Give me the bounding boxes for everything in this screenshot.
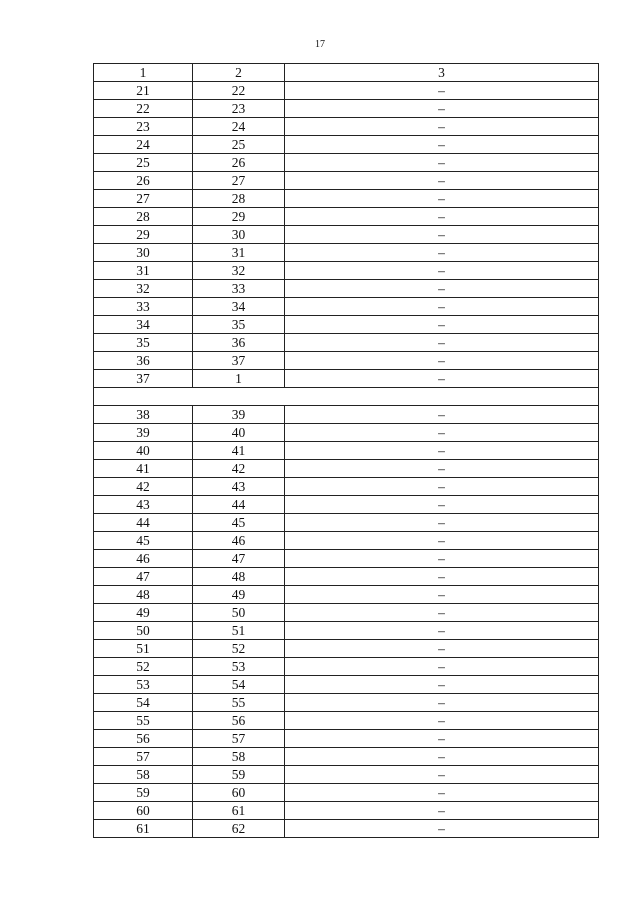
table-cell-col1: 57 bbox=[94, 748, 193, 766]
table-cell-col3: – bbox=[285, 622, 599, 640]
table-cell-col1: 49 bbox=[94, 604, 193, 622]
table-cell-col1: 44 bbox=[94, 514, 193, 532]
table-cell-col1: 21 bbox=[94, 82, 193, 100]
table-cell-col2: 37 bbox=[193, 352, 285, 370]
table-cell-col1: 54 bbox=[94, 694, 193, 712]
table-row bbox=[94, 586, 599, 604]
table-row bbox=[94, 622, 599, 640]
table-cell-col1: 46 bbox=[94, 550, 193, 568]
table-row bbox=[94, 478, 599, 496]
table-row bbox=[94, 802, 599, 820]
table-cell-col1: 45 bbox=[94, 532, 193, 550]
table-cell-col3: – bbox=[285, 658, 599, 676]
table-cell-col1: 26 bbox=[94, 172, 193, 190]
table-row bbox=[94, 82, 599, 100]
table-cell-col2: 27 bbox=[193, 172, 285, 190]
table-cell-col2: 43 bbox=[193, 478, 285, 496]
table-cell-col3: – bbox=[285, 334, 599, 352]
table-row bbox=[94, 604, 599, 622]
table-cell-col2: 53 bbox=[193, 658, 285, 676]
table-cell-col2: 59 bbox=[193, 766, 285, 784]
table-cell-col3: – bbox=[285, 100, 599, 118]
table-cell-col1: 33 bbox=[94, 298, 193, 316]
table-cell-col3: – bbox=[285, 604, 599, 622]
table-cell-col2: 62 bbox=[193, 820, 285, 838]
table-row bbox=[94, 514, 599, 532]
section-separator-cell bbox=[94, 388, 599, 406]
table-row bbox=[94, 748, 599, 766]
table-cell-col1: 38 bbox=[94, 406, 193, 424]
table-cell-col2: 32 bbox=[193, 262, 285, 280]
table-cell-col1: 28 bbox=[94, 208, 193, 226]
table-row bbox=[94, 568, 599, 586]
table-cell-col3: – bbox=[285, 406, 599, 424]
table-cell-col3: – bbox=[285, 820, 599, 838]
table-cell-col1: 31 bbox=[94, 262, 193, 280]
table-row bbox=[94, 136, 599, 154]
table-cell-col3: – bbox=[285, 784, 599, 802]
table-cell-col3: – bbox=[285, 154, 599, 172]
table-cell-col2: 34 bbox=[193, 298, 285, 316]
table-cell-col1: 27 bbox=[94, 190, 193, 208]
table-row bbox=[94, 352, 599, 370]
table-cell-col1: 51 bbox=[94, 640, 193, 658]
table-row bbox=[94, 190, 599, 208]
table-cell-col3: – bbox=[285, 730, 599, 748]
table-row bbox=[94, 460, 599, 478]
table-cell-col2: 49 bbox=[193, 586, 285, 604]
table-cell-col2: 22 bbox=[193, 82, 285, 100]
table-cell-col1: 58 bbox=[94, 766, 193, 784]
table-row bbox=[94, 442, 599, 460]
table-cell-col3: – bbox=[285, 208, 599, 226]
table-cell-col1: 53 bbox=[94, 676, 193, 694]
table-row bbox=[94, 694, 599, 712]
table-cell-col2: 26 bbox=[193, 154, 285, 172]
table-cell-col1: 55 bbox=[94, 712, 193, 730]
table-cell-col1: 56 bbox=[94, 730, 193, 748]
table-row bbox=[94, 244, 599, 262]
table-cell-col2: 46 bbox=[193, 532, 285, 550]
table-row bbox=[94, 658, 599, 676]
table-cell-col2: 56 bbox=[193, 712, 285, 730]
table-cell-col3: – bbox=[285, 226, 599, 244]
table-cell-col3: – bbox=[285, 478, 599, 496]
table-cell-col2: 40 bbox=[193, 424, 285, 442]
table-cell-col3: – bbox=[285, 370, 599, 388]
table-cell-col3: – bbox=[285, 118, 599, 136]
table-row bbox=[94, 172, 599, 190]
table-cell-col3: – bbox=[285, 262, 599, 280]
table-cell-col3: – bbox=[285, 280, 599, 298]
table-cell-col3: – bbox=[285, 190, 599, 208]
table-cell-col3: – bbox=[285, 766, 599, 784]
table-cell-col1: 30 bbox=[94, 244, 193, 262]
table-cell-col3: – bbox=[285, 748, 599, 766]
table-cell-col1: 42 bbox=[94, 478, 193, 496]
table-row bbox=[94, 676, 599, 694]
table-cell-col2: 52 bbox=[193, 640, 285, 658]
table-cell-col2: 44 bbox=[193, 496, 285, 514]
table-cell-col2: 47 bbox=[193, 550, 285, 568]
table-row bbox=[94, 316, 599, 334]
table-row bbox=[94, 298, 599, 316]
table-cell-col2: 39 bbox=[193, 406, 285, 424]
table-row bbox=[94, 766, 599, 784]
table-row bbox=[94, 118, 599, 136]
table-cell-col1: 48 bbox=[94, 586, 193, 604]
page-number: 17 bbox=[315, 39, 325, 50]
table-cell-col2: 28 bbox=[193, 190, 285, 208]
table-row bbox=[94, 406, 599, 424]
table-cell-col3: – bbox=[285, 352, 599, 370]
table-cell-col2: 61 bbox=[193, 802, 285, 820]
table-cell-col1: 25 bbox=[94, 154, 193, 172]
table-cell-col1: 22 bbox=[94, 100, 193, 118]
table-cell-col2: 60 bbox=[193, 784, 285, 802]
table-cell-col1: 41 bbox=[94, 460, 193, 478]
table-row bbox=[94, 496, 599, 514]
table-cell-col2: 36 bbox=[193, 334, 285, 352]
table-cell-col3: – bbox=[285, 694, 599, 712]
table-cell-col2: 51 bbox=[193, 622, 285, 640]
table-cell-col1: 47 bbox=[94, 568, 193, 586]
table-cell-col3: – bbox=[285, 712, 599, 730]
table-cell-col3: – bbox=[285, 460, 599, 478]
table-cell-col3: – bbox=[285, 568, 599, 586]
table-row bbox=[94, 640, 599, 658]
table-cell-col2: 58 bbox=[193, 748, 285, 766]
table-row bbox=[94, 370, 599, 388]
table-row bbox=[94, 208, 599, 226]
table-cell-col2: 30 bbox=[193, 226, 285, 244]
table-cell-col3: – bbox=[285, 550, 599, 568]
table-cell-col1: 60 bbox=[94, 802, 193, 820]
table-cell-col1: 39 bbox=[94, 424, 193, 442]
table-cell-col1: 24 bbox=[94, 136, 193, 154]
table-cell-col1: 36 bbox=[94, 352, 193, 370]
table-cell-col2: 54 bbox=[193, 676, 285, 694]
table-cell-col1: 34 bbox=[94, 316, 193, 334]
table-cell-col2: 41 bbox=[193, 442, 285, 460]
table-cell-col2: 24 bbox=[193, 118, 285, 136]
table-row bbox=[94, 226, 599, 244]
section-separator-row bbox=[94, 388, 599, 406]
table-cell-col2: 25 bbox=[193, 136, 285, 154]
table-cell-col3: – bbox=[285, 514, 599, 532]
table-cell-col1: 43 bbox=[94, 496, 193, 514]
table-cell-col2: 29 bbox=[193, 208, 285, 226]
table-cell-col1: 50 bbox=[94, 622, 193, 640]
table-row bbox=[94, 820, 599, 838]
table-row bbox=[94, 550, 599, 568]
table-row bbox=[94, 334, 599, 352]
table-cell-col2: 33 bbox=[193, 280, 285, 298]
table-row bbox=[94, 532, 599, 550]
table-cell-col1: 29 bbox=[94, 226, 193, 244]
table-row bbox=[94, 100, 599, 118]
table-cell-col3: – bbox=[285, 424, 599, 442]
table-cell-col1: 23 bbox=[94, 118, 193, 136]
table-cell-col3: – bbox=[285, 136, 599, 154]
table-cell-col3: – bbox=[285, 172, 599, 190]
table-cell-col2: 57 bbox=[193, 730, 285, 748]
table-row bbox=[94, 730, 599, 748]
table-cell-col2: 1 bbox=[193, 370, 285, 388]
table-cell-col3: – bbox=[285, 244, 599, 262]
table-cell-col1: 40 bbox=[94, 442, 193, 460]
table-cell-col2: 50 bbox=[193, 604, 285, 622]
table-cell-col2: 31 bbox=[193, 244, 285, 262]
table-cell-col3: – bbox=[285, 316, 599, 334]
table-cell-col1: 37 bbox=[94, 370, 193, 388]
table-cell-col3: – bbox=[285, 298, 599, 316]
table-cell-col1: 61 bbox=[94, 820, 193, 838]
table-cell-col3: – bbox=[285, 496, 599, 514]
table-cell-col3: – bbox=[285, 532, 599, 550]
table-cell-col3: – bbox=[285, 586, 599, 604]
column-header-1: 1 bbox=[94, 64, 193, 82]
table-row bbox=[94, 280, 599, 298]
table-cell-col3: – bbox=[285, 640, 599, 658]
table-cell-col1: 32 bbox=[94, 280, 193, 298]
table-cell-col1: 59 bbox=[94, 784, 193, 802]
table-cell-col2: 23 bbox=[193, 100, 285, 118]
table-cell-col2: 45 bbox=[193, 514, 285, 532]
table-row bbox=[94, 784, 599, 802]
table-cell-col1: 35 bbox=[94, 334, 193, 352]
table-row bbox=[94, 154, 599, 172]
table-cell-col1: 52 bbox=[94, 658, 193, 676]
table-cell-col3: – bbox=[285, 442, 599, 460]
table-row bbox=[94, 712, 599, 730]
table-cell-col2: 55 bbox=[193, 694, 285, 712]
table-cell-col3: – bbox=[285, 802, 599, 820]
column-header-3: 3 bbox=[285, 64, 599, 82]
table-cell-col2: 42 bbox=[193, 460, 285, 478]
column-header-2: 2 bbox=[193, 64, 285, 82]
table-row bbox=[94, 262, 599, 280]
header-row bbox=[94, 64, 599, 82]
table-row bbox=[94, 424, 599, 442]
data-table bbox=[93, 63, 599, 838]
table-cell-col3: – bbox=[285, 676, 599, 694]
table-cell-col2: 35 bbox=[193, 316, 285, 334]
table-cell-col2: 48 bbox=[193, 568, 285, 586]
table-cell-col3: – bbox=[285, 82, 599, 100]
table-body bbox=[94, 64, 599, 838]
